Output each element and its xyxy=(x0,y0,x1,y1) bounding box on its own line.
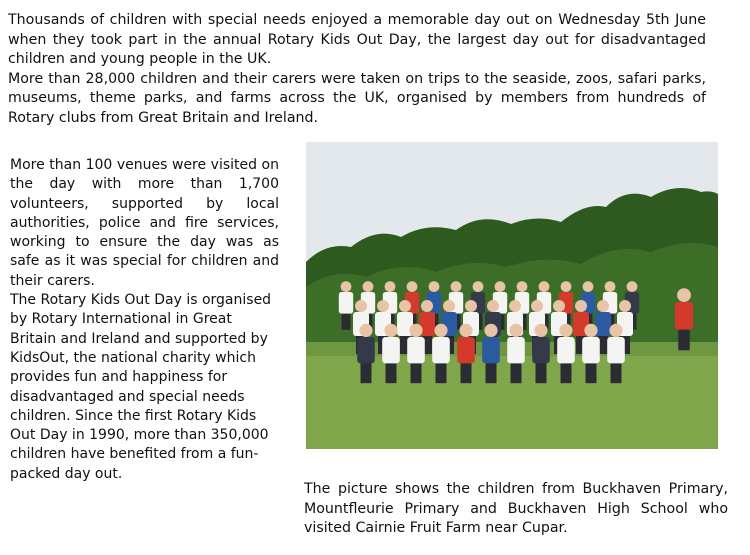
left-column-text xyxy=(10,156,279,484)
venues-paragraph: More than 100 venues were visited on the day with more than 1,700 volunteers, supported by local authorities, police and fire services, working to ensure the day was as safe as it was special for children and their carers. xyxy=(10,157,279,289)
organiser-paragraph: The Rotary Kids Out Day is organised by Rotary International in Great Britain and Ireland and supported by KidsOut, the national charity which provides fun and happiness for disadvantaged and special needs children. Since the first Rotary Kids Out Day in 1990, more than 350,000 children have benefited from a fun-packed day out. xyxy=(10,292,272,482)
intro-text xyxy=(8,11,706,128)
group-photo xyxy=(306,142,718,449)
intro-paragraph-2: More than 28,000 children and their carers were taken on trips to the seaside, zoos, safari parks, museums, theme parks, and farms across the UK, organised by members from hundreds of Rotary clubs from Great Britain and Ireland. xyxy=(8,70,706,126)
intro-paragraph-1: Thousands of children with special needs enjoyed a memorable day out on Wednesday 5th June when they took part in the annual Rotary Kids Out Day, the largest day out for disadvantaged children and young people in the UK. xyxy=(8,12,706,67)
group-photo-icon xyxy=(306,142,718,449)
photo-caption: The picture shows the children from Buckhaven Primary, Mountfleurie Primary and Buckhaven High School who visited Cairnie Fruit Farm near Cupar. xyxy=(304,481,728,536)
